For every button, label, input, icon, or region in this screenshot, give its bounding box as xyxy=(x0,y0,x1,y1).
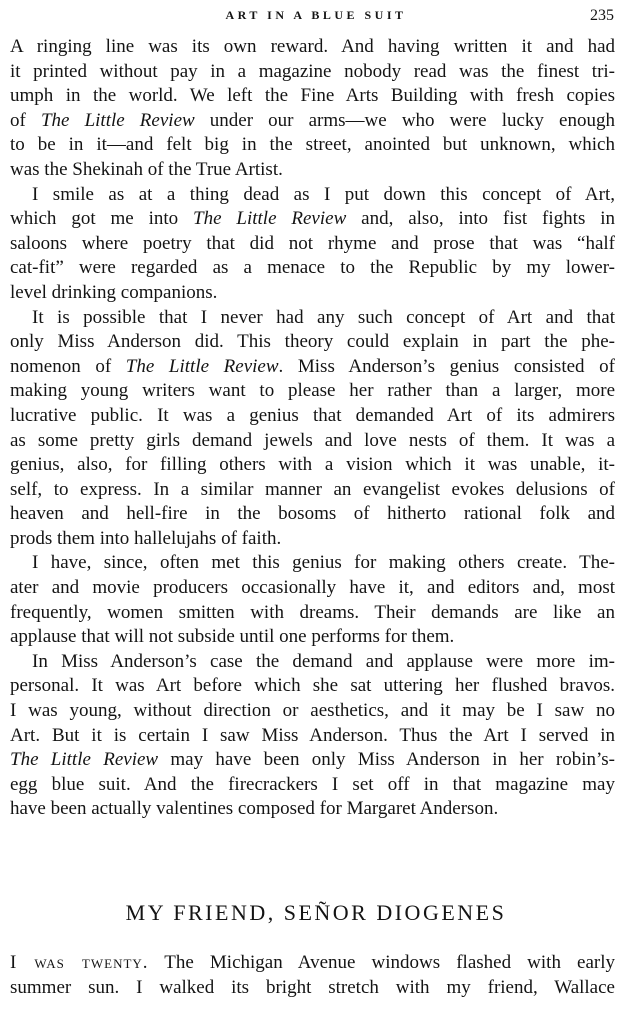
text-line: only Miss Anderson did. This theory could explain in part the phe- xyxy=(10,331,615,353)
text-line: prods them into hallelujahs of faith. xyxy=(10,527,282,549)
text-line: lucrative public. It was a genius that demanded Art of its admirers xyxy=(10,404,615,426)
text-line: heaven and hell-fire in the bosoms of hitherto rational folk and xyxy=(10,503,615,525)
text-line: personal. It was Art before which she sat uttering her flushed bravos. xyxy=(10,675,615,697)
text-line: which got me into The Little Review and, also, into fist fights in xyxy=(10,208,615,230)
running-head xyxy=(0,8,632,28)
text-line: of The Little Review under our arms—we who were lucky enough xyxy=(10,109,615,131)
text-line: I smile as at a thing dead as I put down this concept of Art, xyxy=(32,183,615,205)
text-line xyxy=(10,950,615,975)
text-line: saloons where poetry that did not rhyme and prose that was “half xyxy=(10,232,615,254)
text-line: It is possible that I never had any such concept of Art and that xyxy=(32,306,615,328)
text-line: to be in it—and felt big in the street, anointed but unknown, which xyxy=(10,134,615,156)
paragraph xyxy=(10,35,615,183)
chapter-title: MY FRIEND, SEÑOR DIOGENES xyxy=(125,900,507,925)
text-line: umph in the world. We left the Fine Arts Building with fresh copies xyxy=(10,85,615,107)
page-number: 235 xyxy=(590,7,614,24)
text-line: I have, since, often met this genius for making others create. The- xyxy=(32,552,615,574)
body-text xyxy=(10,35,615,822)
chapter-opening xyxy=(10,950,615,1000)
text-line: was the Shekinah of the True Artist. xyxy=(10,158,283,180)
text-line: nomenon of The Little Review. Miss Anderson’s genius consisted of xyxy=(10,355,615,377)
paragraph xyxy=(10,183,615,306)
text-line: as some pretty girls demand jewels and love nests of them. It was a xyxy=(10,429,615,451)
chapter-lead-in: I was twenty. xyxy=(10,952,149,973)
text-line: making young writers want to please her rather than a larger, more xyxy=(10,380,615,402)
paragraph xyxy=(10,551,615,649)
text-line: In Miss Anderson’s case the demand and applause were more im- xyxy=(32,650,615,672)
text-line: A ringing line was its own reward. And having written it and had xyxy=(10,36,615,57)
text-line: The Little Review may have been only Miss Anderson in her robin’s- xyxy=(10,749,615,771)
text-line: genius, also, for filling others with a vision which it was unable, it- xyxy=(10,454,615,476)
text-line: level drinking companions. xyxy=(10,281,218,303)
text-line: self, to express. In a similar manner an evangelist evokes delusions of xyxy=(10,478,615,500)
paragraph xyxy=(10,306,615,552)
text-line: Art. But it is certain I saw Miss Anderson. Thus the Art I served in xyxy=(10,724,615,746)
text-line: summer sun. I walked its bright stretch with my friend, Wallace xyxy=(10,977,615,998)
text-line: frequently, women smitten with dreams. Their demands are like an xyxy=(10,601,615,623)
text-line: have been actually valentines composed for Margaret Anderson. xyxy=(10,798,499,820)
paragraph xyxy=(10,650,615,822)
text-line: egg blue suit. And the firecrackers I set off in that magazine may xyxy=(10,773,615,795)
text-line: ater and movie producers occasionally have it, and editors and, most xyxy=(10,577,615,599)
text-line: applause that will not subside until one performs for them. xyxy=(10,626,455,648)
text-line: cat-fit” were regarded as a menace to the Republic by my lower- xyxy=(10,257,615,279)
text-line: I was young, without direction or aesthetics, and it may be I saw no xyxy=(10,700,615,722)
running-title: ART IN A BLUE SUIT xyxy=(225,8,407,22)
text-line-rest: The Michigan Avenue windows flashed with early xyxy=(148,952,615,973)
text-line: it printed without pay in a magazine nobody read was the finest tri- xyxy=(10,60,615,82)
